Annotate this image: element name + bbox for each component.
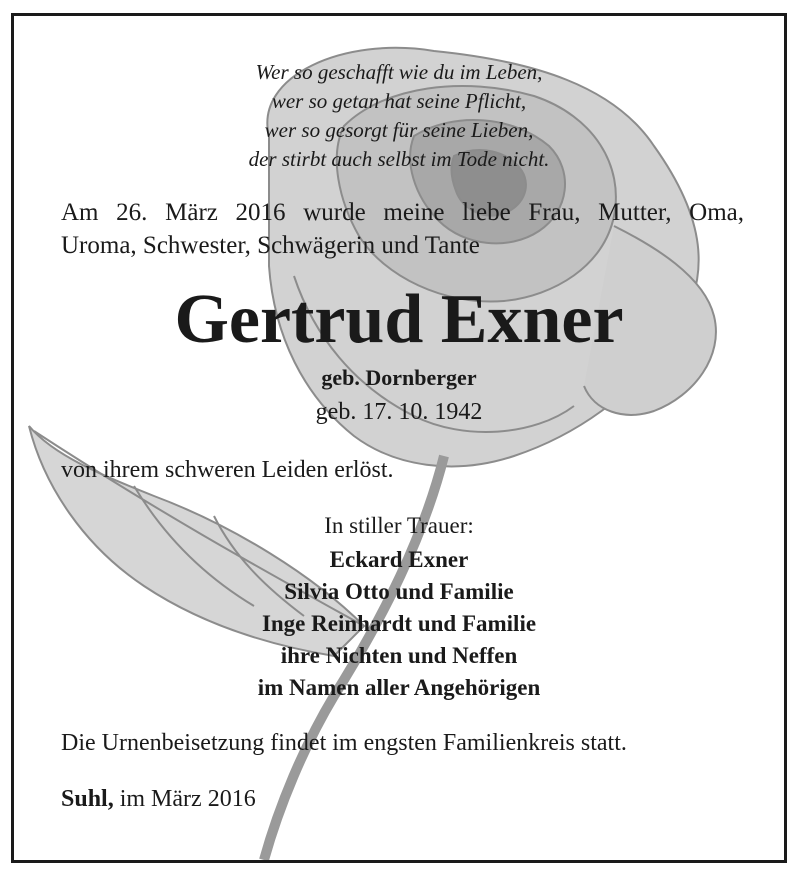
mourner-name: Silvia Otto und Familie	[284, 579, 514, 604]
mourning-heading: In stiller Trauer:	[324, 513, 474, 538]
poem-line: wer so gesorgt für seine Lieben,	[264, 118, 534, 142]
obituary-notice	[11, 13, 787, 863]
mourner-name: im Namen aller Angehörigen	[257, 675, 541, 700]
place-date: im März 2016	[119, 786, 256, 812]
birth-date: geb. 17. 10. 1942	[315, 399, 483, 425]
mourners-list	[14, 544, 784, 704]
place-city: Suhl,	[61, 786, 114, 812]
announcement-line-1: Am 26. März 2016 wurde meine liebe Frau, Mutter, Oma,	[61, 199, 744, 226]
mourner-name: Eckard Exner	[329, 547, 469, 572]
released-text: von ihrem schweren Leiden erlöst.	[61, 457, 394, 483]
poem-line: Wer so geschafft wie du im Leben,	[255, 60, 543, 84]
memorial-poem	[14, 58, 784, 174]
mourner-name: Inge Reinhardt und Familie	[261, 611, 537, 636]
announcement-text	[61, 196, 744, 262]
poem-line: der stirbt auch selbst im Tode nicht.	[248, 147, 550, 171]
ceremony-text: Die Urnenbeisetzung findet im engsten Familienkreis statt.	[61, 730, 627, 756]
place-and-date	[61, 784, 256, 814]
announcement-line-2: Uroma, Schwester, Schwägerin und Tante	[61, 232, 480, 259]
maiden-name: geb. Dornberger	[321, 365, 477, 390]
deceased-name: Gertrud Exner	[174, 281, 624, 358]
mourner-name: ihre Nichten und Neffen	[280, 643, 518, 668]
poem-line: wer so getan hat seine Pflicht,	[271, 89, 527, 113]
